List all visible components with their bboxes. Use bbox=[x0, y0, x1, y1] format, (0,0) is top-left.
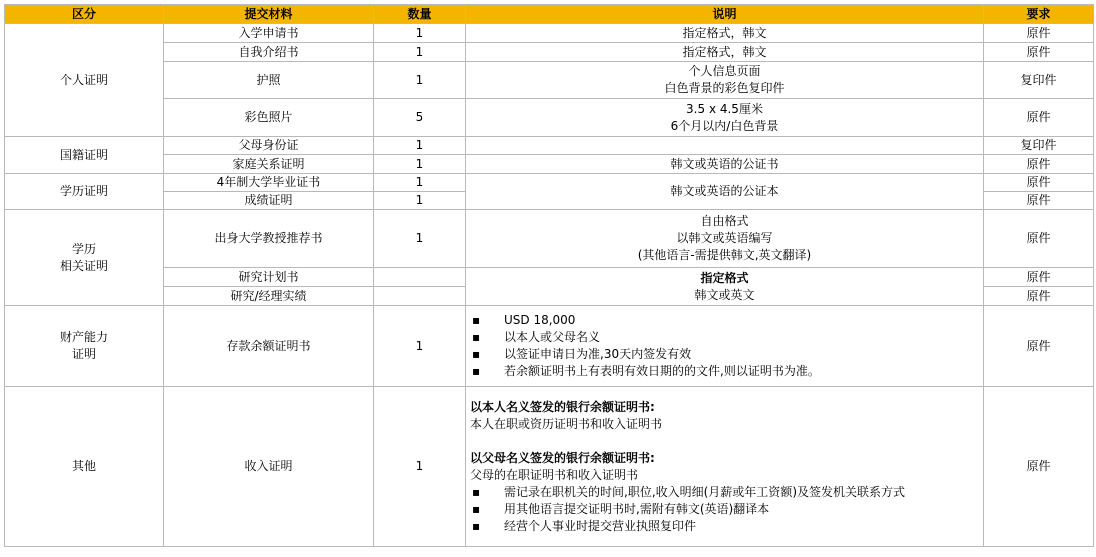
qty-cell bbox=[374, 268, 466, 287]
req-cell: 原件 bbox=[984, 24, 1094, 43]
req-cell: 复印件 bbox=[984, 62, 1094, 99]
material-cell: 研究计划书 bbox=[164, 268, 374, 287]
req-cell: 原件 bbox=[984, 155, 1094, 174]
table-row bbox=[5, 210, 1094, 268]
qty-cell: 1 bbox=[374, 24, 466, 43]
header-material: 提交材料 bbox=[164, 5, 374, 24]
table-row bbox=[5, 174, 1094, 192]
header-category: 区分 bbox=[5, 5, 164, 24]
req-cell: 原件 bbox=[984, 268, 1094, 287]
table-row bbox=[5, 99, 1094, 137]
spacer bbox=[470, 433, 979, 450]
document-table bbox=[4, 4, 1094, 547]
qty-cell: 1 bbox=[374, 387, 466, 547]
desc-cell bbox=[466, 306, 984, 387]
group-edu-related bbox=[5, 210, 164, 306]
list-item: ▪ USD 18,000 bbox=[470, 312, 979, 329]
table-row bbox=[5, 43, 1094, 62]
material-cell: 彩色照片 bbox=[164, 99, 374, 137]
desc-line: 自由格式 bbox=[700, 214, 749, 228]
req-cell: 原件 bbox=[984, 387, 1094, 547]
desc-line: 父母的在职证明书和收入证明书 bbox=[470, 467, 639, 482]
req-cell: 原件 bbox=[984, 192, 1094, 210]
desc-line: 6个月以内/白色背景 bbox=[670, 118, 779, 133]
material-cell: 收入证明 bbox=[164, 387, 374, 547]
qty-cell: 1 bbox=[374, 210, 466, 268]
desc-line: 韩文或英文 bbox=[694, 287, 755, 302]
desc-cell: 韩文或英语的公证书 bbox=[466, 155, 984, 174]
material-cell: 成绩证明 bbox=[164, 192, 374, 210]
req-cell: 原件 bbox=[984, 43, 1094, 62]
material-cell: 研究/经理实绩 bbox=[164, 287, 374, 306]
qty-cell bbox=[374, 287, 466, 306]
desc-subtitle: 以本人名义签发的银行余额证明书: bbox=[470, 399, 655, 414]
list-item: ▪ 若余额证明书上有表明有效日期的的文件,则以证明书为准。 bbox=[470, 363, 979, 380]
desc-cell bbox=[466, 210, 984, 268]
table-row bbox=[5, 268, 1094, 287]
qty-cell: 5 bbox=[374, 99, 466, 137]
req-cell: 复印件 bbox=[984, 137, 1094, 155]
material-cell: 存款余额证明书 bbox=[164, 306, 374, 387]
desc-line: 个人信息页面 bbox=[688, 64, 761, 78]
qty-cell: 1 bbox=[374, 43, 466, 62]
desc-cell: 韩文或英语的公证本 bbox=[466, 174, 984, 210]
desc-line: 本人在职或资历证明书和收入证明书 bbox=[470, 416, 663, 431]
group-line: 相关证明 bbox=[59, 258, 108, 273]
desc-line: 以韩文或英语编写 bbox=[676, 231, 773, 245]
desc-cell bbox=[466, 268, 984, 306]
bullet-list bbox=[470, 484, 979, 535]
group-education: 学历证明 bbox=[5, 174, 164, 210]
list-item: ▪ 需记录在职机关的时间,职位,收入明细(月薪或年工资额)及签发机关联系方式 bbox=[470, 484, 979, 501]
header-quantity: 数量 bbox=[374, 5, 466, 24]
header-requirement: 要求 bbox=[984, 5, 1094, 24]
desc-line: 白色背景的彩色复印件 bbox=[664, 81, 785, 95]
table-row bbox=[5, 62, 1094, 99]
qty-cell: 1 bbox=[374, 62, 466, 99]
group-nationality: 国籍证明 bbox=[5, 137, 164, 174]
req-cell: 原件 bbox=[984, 210, 1094, 268]
list-item: ▪ 以本人或父母名义 bbox=[470, 329, 979, 346]
qty-cell: 1 bbox=[374, 306, 466, 387]
qty-cell: 1 bbox=[374, 155, 466, 174]
list-item: ▪ 以签证申请日为准,30天内签发有效 bbox=[470, 346, 979, 363]
header-row bbox=[5, 5, 1094, 24]
material-cell: 出身大学教授推荐书 bbox=[164, 210, 374, 268]
group-financial bbox=[5, 306, 164, 387]
desc-cell: 指定格式，韩文 bbox=[466, 43, 984, 62]
desc-cell: 指定格式，韩文 bbox=[466, 24, 984, 43]
table-row bbox=[5, 24, 1094, 43]
material-cell: 入学申请书 bbox=[164, 24, 374, 43]
material-cell: 护照 bbox=[164, 62, 374, 99]
table-row bbox=[5, 387, 1094, 547]
req-cell: 原件 bbox=[984, 306, 1094, 387]
desc-line: 指定格式 bbox=[700, 270, 749, 285]
group-line: 财产能力 bbox=[59, 330, 108, 344]
group-line: 学历 bbox=[71, 241, 96, 256]
group-personal: 个人证明 bbox=[5, 24, 164, 137]
req-cell: 原件 bbox=[984, 99, 1094, 137]
qty-cell: 1 bbox=[374, 137, 466, 155]
table-row bbox=[5, 155, 1094, 174]
req-cell: 原件 bbox=[984, 287, 1094, 306]
list-item: ▪ 用其他语言提交证明书时,需附有韩文(英语)翻译本 bbox=[470, 501, 979, 518]
desc-line: (其他语言-需提供韩文,英文翻译) bbox=[637, 248, 812, 262]
bullet-list bbox=[470, 312, 979, 380]
material-cell: 家庭关系证明 bbox=[164, 155, 374, 174]
desc-subtitle: 以父母名义签发的银行余额证明书: bbox=[470, 450, 655, 465]
desc-cell bbox=[466, 387, 984, 547]
qty-cell: 1 bbox=[374, 174, 466, 192]
header-description: 说明 bbox=[466, 5, 984, 24]
group-line: 证明 bbox=[71, 347, 96, 361]
desc-cell bbox=[466, 99, 984, 137]
material-cell: 父母身份证 bbox=[164, 137, 374, 155]
material-cell: 4年制大学毕业证书 bbox=[164, 174, 374, 192]
qty-cell: 1 bbox=[374, 192, 466, 210]
req-cell: 原件 bbox=[984, 174, 1094, 192]
table-row bbox=[5, 306, 1094, 387]
material-cell: 自我介绍书 bbox=[164, 43, 374, 62]
desc-cell bbox=[466, 137, 984, 155]
desc-cell bbox=[466, 62, 984, 99]
table-row bbox=[5, 137, 1094, 155]
list-item: ▪ 经营个人事业时提交营业执照复印件 bbox=[470, 518, 979, 535]
group-other: 其他 bbox=[5, 387, 164, 547]
desc-line: 3.5 x 4.5厘米 bbox=[686, 101, 763, 116]
